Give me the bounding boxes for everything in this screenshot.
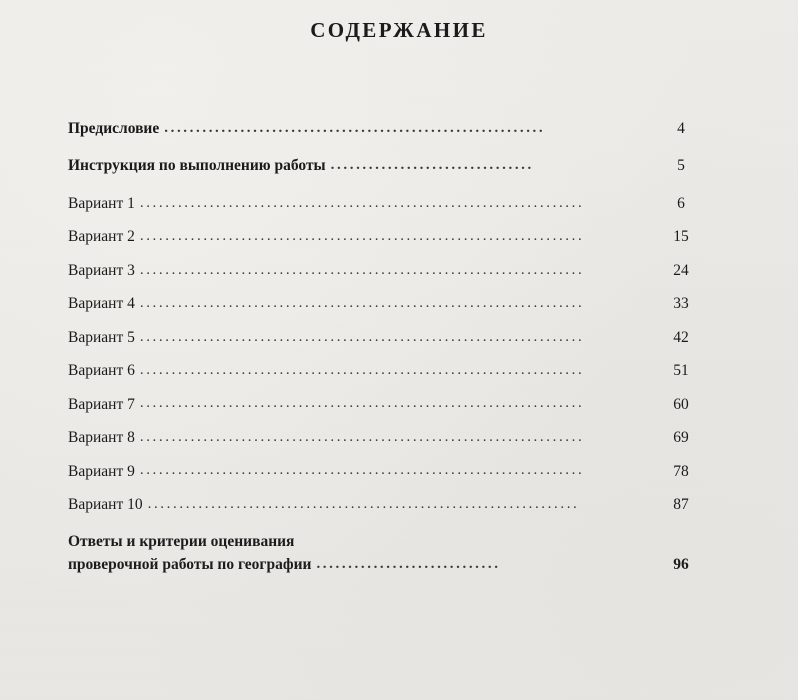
toc-leader-dots: ......................................................................	[139, 194, 585, 211]
toc-entry-answers-criteria[interactable]	[68, 533, 704, 574]
toc-leader-dots: ......................................................................	[139, 362, 585, 378]
toc-entry-variant-5[interactable]	[68, 327, 704, 349]
toc-leader-dots: ......................................................................	[139, 462, 585, 479]
toc-leader-dots: ......................................................................	[139, 428, 585, 445]
toc-entry-variant-6[interactable]	[68, 360, 704, 382]
toc-entry-preface[interactable]	[68, 118, 704, 140]
toc-entry-page: 5	[677, 157, 685, 175]
toc-entry-instruction[interactable]	[68, 155, 704, 177]
toc-entry-page: 33	[673, 295, 689, 313]
toc-leader-dots: ............................................................	[164, 119, 546, 136]
toc-entry-label: Вариант 6	[68, 362, 135, 380]
toc-entry-page: 4	[677, 120, 685, 137]
toc-entry-page: 60	[673, 395, 689, 413]
toc-entry-variant-2[interactable]	[68, 226, 704, 248]
toc-entry-page: 69	[673, 429, 689, 447]
toc-entry-variant-9[interactable]	[68, 461, 704, 483]
toc-entry-label: Вариант 2	[68, 228, 135, 246]
toc-entry-label: Вариант 9	[68, 462, 135, 480]
toc-entry-label: Вариант 10	[68, 496, 143, 514]
toc-entry-variant-10[interactable]	[68, 494, 704, 516]
toc-entry-page: 42	[673, 328, 689, 346]
toc-entry-variant-1[interactable]	[68, 193, 704, 215]
toc-entry-variant-3[interactable]	[68, 260, 704, 282]
toc-leader-dots: .............................	[316, 555, 501, 572]
toc-leader-dots: ....................................................................	[147, 495, 580, 512]
toc-leader-dots: ......................................................................	[139, 395, 585, 412]
toc-entry-label-line1: Ответы и критерии оценивания	[68, 532, 295, 550]
toc-leader-dots: ......................................................................	[139, 261, 585, 278]
toc-entry-label: Вариант 7	[68, 395, 135, 413]
toc-entry-page: 15	[673, 228, 689, 246]
toc-entry-page: 6	[677, 194, 685, 212]
toc-entry-label: Вариант 3	[68, 261, 135, 279]
page-title: СОДЕРЖАНИЕ	[310, 18, 488, 42]
toc-entry-label: Предисловие	[68, 120, 160, 137]
toc-entry-label: Инструкция по выполнению работы	[68, 157, 326, 175]
toc-entry-label-line2: проверочной работы по географии	[68, 555, 312, 573]
toc-leader-dots: ......................................................................	[139, 228, 585, 245]
toc-entry-variant-7[interactable]	[68, 394, 704, 416]
toc-leader-dots: ......................................................................	[139, 328, 585, 345]
table-of-contents	[68, 118, 704, 574]
toc-entry-label: Вариант 4	[68, 295, 135, 313]
toc-entry-page: 51	[673, 362, 689, 380]
toc-leader-dots: ......................................................................	[139, 295, 585, 312]
toc-entry-variant-4[interactable]	[68, 293, 704, 315]
toc-entry-page: 96	[673, 555, 689, 573]
toc-entry-label-stack	[68, 533, 311, 574]
toc-entry-variant-8[interactable]	[68, 427, 704, 449]
toc-entry-label: Вариант 1	[68, 194, 135, 212]
toc-entry-label: Вариант 5	[68, 328, 135, 346]
toc-entry-label: Вариант 8	[68, 429, 135, 447]
toc-entry-page: 78	[673, 462, 689, 480]
toc-leader-dots: ................................	[330, 157, 534, 174]
toc-entry-page: 24	[673, 261, 689, 279]
toc-entry-page: 87	[673, 496, 689, 514]
